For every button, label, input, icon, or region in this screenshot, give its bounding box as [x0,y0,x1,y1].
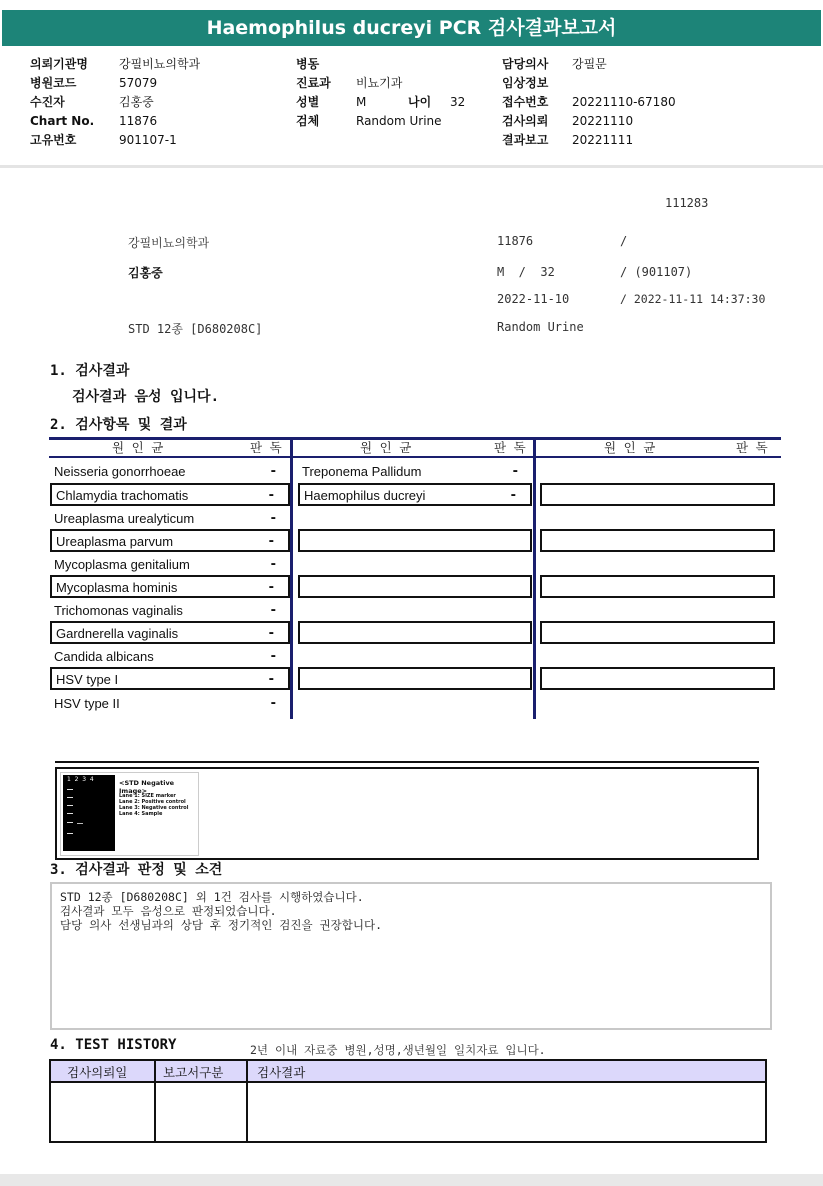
organism-name: Ureaplasma parvum [56,534,174,549]
summary-date-report: / 2022-11-11 14:37:30 [620,292,766,306]
organism-result: - [268,672,274,687]
organism-result: - [270,511,276,526]
value-hospital-code: 57079 [119,76,158,90]
empty-row [298,667,532,690]
gel-band [67,789,73,790]
table-row [50,483,290,506]
empty-row [540,529,775,552]
section4-heading: 4. TEST HISTORY [50,1037,177,1053]
summary-birth: / (901107) [620,265,693,279]
empty-row [540,621,775,644]
header-col3 [502,55,802,150]
history-col-result: 검사결과 [257,1065,306,1080]
gel-legend-line: Lane 4: Sample [119,811,163,817]
value-age: 32 [450,95,466,109]
history-col-report-type: 보고서구분 [163,1065,224,1080]
value-unique-no: 901107-1 [119,133,177,147]
label-chart-no: Chart No. [30,114,95,128]
value-sex: M [356,95,367,109]
summary-chart: 11876 [497,234,534,248]
section2-heading: 2. 검사항목 및 결과 [50,417,187,433]
organism-result: - [510,488,516,503]
label-patient: 수진자 [30,95,65,109]
section1-heading: 1. 검사결과 [50,363,130,379]
label-doctor: 담당의사 [502,57,549,71]
organism-name: Haemophilus ducreyi [304,488,426,503]
gel-band [77,823,83,824]
header-col1 [30,55,290,150]
value-patient: 김홍중 [119,95,154,109]
label-sex: 성별 [296,95,320,109]
table-col-divider-1 [290,437,293,719]
history-note: 2년 이내 자료중 병원,성명,생년월일 일치자료 입니다. [250,1043,546,1057]
history-col-request-date: 검사의뢰일 [67,1065,128,1080]
organism-name: Ureaplasma urealyticum [54,511,195,526]
table-row [50,600,290,621]
organism-name: Chlamydia trachomatis [56,488,189,503]
table-row [50,508,290,529]
organism-name: Gardnerella vaginalis [56,626,179,641]
organism-name: Neisseria gonorrhoeae [54,464,186,479]
opinion-line: 검사결과 모두 음성으로 판정되었습니다. [60,904,277,918]
organism-result: - [268,626,274,641]
gel-lane-numbers: 1 2 3 4 [67,776,94,783]
table-col-divider-2 [533,437,536,719]
opinion-line: STD 12종 [D680208C] 외 1건 검사를 시행하였습니다. [60,890,364,904]
summary-sex-age: M / 32 [497,265,555,279]
empty-row [540,483,775,506]
organism-result: - [268,580,274,595]
table-row [50,667,290,690]
history-divider [246,1061,248,1141]
organism-name: Candida albicans [54,649,154,664]
table-row [50,621,290,644]
opinion-line: 담당 의사 선생님과의 상담 후 정기적인 검진을 권장합니다. [60,918,383,932]
header-col2 [296,55,496,131]
organism-result: - [270,649,276,664]
table-row [50,646,290,667]
col2-head-name: 원 인 균 [360,440,412,455]
gel-top-rule [55,761,759,763]
organism-result: - [270,464,276,479]
gel-image [63,775,115,851]
organism-name: Mycoplasma hominis [56,580,178,595]
organism-result: - [512,464,518,479]
organism-name: Trichomonas vaginalis [54,603,183,618]
gel-band [67,797,73,798]
organism-result: - [270,557,276,572]
organism-name: HSV type II [54,696,120,711]
empty-row [540,575,775,598]
table-row [298,483,532,506]
value-doctor: 강필문 [572,57,607,71]
section3-heading: 3. 검사결과 판정 및 소견 [50,862,223,878]
label-unique-no: 고유번호 [30,133,77,147]
gel-band [67,833,73,834]
table-row [50,575,290,598]
label-age: 나이 [408,95,432,109]
empty-row [540,667,775,690]
history-table [49,1059,767,1143]
summary-code: 111283 [665,196,709,210]
label-hospital-code: 병원코드 [30,76,77,90]
gel-band [67,813,73,814]
gel-legend [119,793,188,817]
value-chart-no: 11876 [119,114,158,128]
value-receipt-no: 20221110-67180 [572,95,676,109]
label-specimen: 검체 [296,114,320,128]
summary-date-request: 2022-11-10 [497,292,570,306]
gel-band [67,805,73,806]
empty-row [298,529,532,552]
summary-slash: / [620,234,628,248]
summary-clinic: 강필비뇨의학과 [128,236,210,250]
col3-head-name: 원 인 균 [604,440,656,455]
opinion-text [60,890,382,932]
label-requester: 의뢰기관명 [30,57,88,71]
section1-text: 검사결과 음성 입니다. [72,389,220,405]
label-clinical-info: 임상정보 [502,76,549,90]
col3-head-result: 판 독 [736,440,768,455]
label-receipt-no: 접수번호 [502,95,549,109]
value-report-date: 20221111 [572,133,634,147]
opinion-box [50,882,772,1030]
organism-name: Mycoplasma genitalium [54,557,190,572]
report-title: Haemophilus ducreyi PCR 검사결과보고서 [2,10,821,46]
history-divider [154,1061,156,1141]
col2-head-result: 판 독 [494,440,526,455]
label-request-date: 검사의뢰 [502,114,549,128]
label-department: 진료과 [296,76,331,90]
value-specimen: Random Urine [356,114,442,128]
gel-legend-line: Lane 3: Negative control [119,805,189,811]
value-request-date: 20221110 [572,114,634,128]
table-head-rule [49,456,781,458]
summary-patient: 김홍중 [128,266,163,280]
footer-strip [0,1174,823,1186]
gel-thumbnail [60,772,199,856]
table-row [50,529,290,552]
gel-legend-line: Lane 1: SIZE marker [119,793,176,799]
col1-head-result: 판 독 [250,440,282,455]
title-bar [0,0,823,48]
organism-name: Treponema Pallidum [302,464,422,479]
organism-name: HSV type I [56,672,119,687]
col1-head-name: 원 인 균 [112,440,164,455]
organism-result: - [268,488,274,503]
empty-row [298,621,532,644]
label-report-date: 결과보고 [502,133,549,147]
organism-result: - [270,603,276,618]
value-requester: 강필비뇨의학과 [119,57,201,71]
table-row [50,461,290,482]
summary-specimen: Random Urine [497,320,584,334]
empty-row [298,575,532,598]
history-header-row [51,1061,765,1083]
table-row [50,693,290,714]
label-ward: 병동 [296,57,320,71]
gel-title: <STD Negative Image> [119,779,175,795]
gel-legend-line: Lane 2: Positive control [119,799,186,805]
table-row [50,554,290,575]
organism-result: - [270,696,276,711]
gel-band [67,822,73,823]
value-department: 비뇨기과 [356,76,403,90]
header-divider [0,165,823,168]
table-row [298,461,532,482]
summary-test: STD 12종 [D680208C] [128,322,263,336]
organism-result: - [268,534,274,549]
